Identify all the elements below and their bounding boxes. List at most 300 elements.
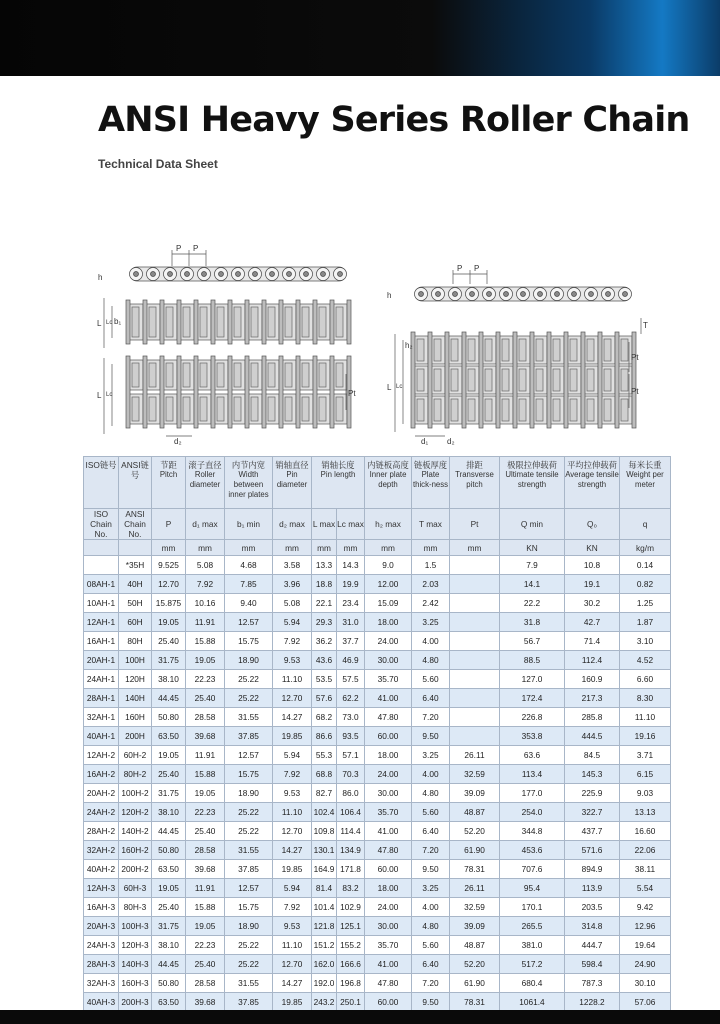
table-body <box>84 556 671 1012</box>
table-cell: 160H-3 <box>119 974 152 993</box>
table-cell: *35H <box>119 556 152 575</box>
top-banner <box>0 0 720 76</box>
table-cell: 30.10 <box>620 974 671 993</box>
table-cell: 9.50 <box>412 727 450 746</box>
table-cell: 50H <box>119 594 152 613</box>
table-cell: 47.80 <box>365 974 412 993</box>
table-cell: 53.5 <box>312 670 337 689</box>
table-cell: 0.82 <box>620 575 671 594</box>
table-cell: 113.9 <box>565 879 620 898</box>
table-cell: 170.1 <box>500 898 565 917</box>
table-cell: 63.50 <box>152 727 186 746</box>
table-cell <box>450 556 500 575</box>
table-cell: 9.53 <box>273 917 312 936</box>
table-cell: 120H <box>119 670 152 689</box>
sym-q0: Q₀ <box>565 509 620 540</box>
label-pt: Pt <box>348 389 356 398</box>
table-cell: 31.55 <box>225 974 273 993</box>
label-p: P <box>193 244 199 253</box>
table-cell: 24.90 <box>620 955 671 974</box>
table-row <box>84 955 671 974</box>
table-cell: 48.87 <box>450 936 500 955</box>
table-cell: 24.00 <box>365 765 412 784</box>
table-cell: 14.27 <box>273 974 312 993</box>
table-row <box>84 822 671 841</box>
table-cell <box>450 632 500 651</box>
table-cell: 226.8 <box>500 708 565 727</box>
table-row <box>84 632 671 651</box>
table-cell: 10.8 <box>565 556 620 575</box>
table-cell: 86.6 <box>312 727 337 746</box>
table-cell: 160.9 <box>565 670 620 689</box>
table-cell: 29.3 <box>312 613 337 632</box>
table-cell: 4.00 <box>412 898 450 917</box>
table-cell: 160H-2 <box>119 841 152 860</box>
table-cell: 11.91 <box>186 613 225 632</box>
table-cell: 39.09 <box>450 917 500 936</box>
table-cell: 31.8 <box>500 613 565 632</box>
table-cell: 60H <box>119 613 152 632</box>
table-row <box>84 556 671 575</box>
table-row <box>84 746 671 765</box>
table-cell: 28AH-1 <box>84 689 119 708</box>
col-ultimate-strength: 极限拉伸载荷 Ultimate tensile strength <box>500 457 565 509</box>
table-cell <box>450 575 500 594</box>
table-cell: 444.7 <box>565 936 620 955</box>
label-l: L <box>97 319 102 328</box>
table-cell: 44.45 <box>152 955 186 974</box>
table-cell: 4.00 <box>412 765 450 784</box>
table-cell: 453.6 <box>500 841 565 860</box>
table-cell <box>450 651 500 670</box>
table-cell: 11.10 <box>620 708 671 727</box>
table-cell: 10.16 <box>186 594 225 613</box>
table-cell: 20AH-3 <box>84 917 119 936</box>
table-cell: 11.10 <box>273 803 312 822</box>
table-cell: 598.4 <box>565 955 620 974</box>
table-cell: 787.3 <box>565 974 620 993</box>
table-cell: 4.68 <box>225 556 273 575</box>
unit-cell: mm <box>365 540 412 556</box>
table-cell: 19.05 <box>152 879 186 898</box>
label-pt: Pt <box>631 387 639 396</box>
table-cell: 39.09 <box>450 784 500 803</box>
table-row <box>84 860 671 879</box>
table-cell: 57.1 <box>337 746 365 765</box>
table-cell: 151.2 <box>312 936 337 955</box>
table-cell: 31.0 <box>337 613 365 632</box>
table-cell: 25.40 <box>186 955 225 974</box>
table-cell: 254.0 <box>500 803 565 822</box>
table-cell: 12.96 <box>620 917 671 936</box>
table-cell: 19.05 <box>152 746 186 765</box>
table-cell: 32AH-1 <box>84 708 119 727</box>
sym-pt: Pt <box>450 509 500 540</box>
table-row <box>84 784 671 803</box>
table-cell: 4.80 <box>412 651 450 670</box>
table-cell: 40AH-1 <box>84 727 119 746</box>
table-cell: 28.58 <box>186 974 225 993</box>
table-cell: 78.31 <box>450 860 500 879</box>
table-cell: 50.80 <box>152 974 186 993</box>
table-cell: 40AH-3 <box>84 993 119 1012</box>
table-cell: 1228.2 <box>565 993 620 1012</box>
table-cell: 120H-3 <box>119 936 152 955</box>
table-cell: 7.92 <box>273 898 312 917</box>
table-cell: 37.7 <box>337 632 365 651</box>
table-cell: 25.40 <box>152 898 186 917</box>
table-cell: 109.8 <box>312 822 337 841</box>
label-p: P <box>176 244 182 253</box>
table-cell: 6.15 <box>620 765 671 784</box>
unit-cell: mm <box>152 540 186 556</box>
table-cell: 25.22 <box>225 689 273 708</box>
label-h2: h₂ <box>405 341 413 350</box>
table-cell: 120H-2 <box>119 803 152 822</box>
table-cell: 68.8 <box>312 765 337 784</box>
table-cell: 63.50 <box>152 993 186 1012</box>
unit-cell: mm <box>337 540 365 556</box>
table-cell: 134.9 <box>337 841 365 860</box>
table-cell: 1061.4 <box>500 993 565 1012</box>
table-row <box>84 670 671 689</box>
table-cell: 18.00 <box>365 613 412 632</box>
table-row <box>84 765 671 784</box>
sym-p: P <box>152 509 186 540</box>
unit-cell: mm <box>312 540 337 556</box>
label-d2: d₂ <box>447 437 455 446</box>
table-cell: 24AH-2 <box>84 803 119 822</box>
table-cell: 60H-3 <box>119 879 152 898</box>
table-cell: 4.52 <box>620 651 671 670</box>
table-cell: 60.00 <box>365 727 412 746</box>
table-cell: 47.80 <box>365 841 412 860</box>
table-cell: 39.68 <box>186 727 225 746</box>
table-cell: 140H-3 <box>119 955 152 974</box>
table-cell: 5.08 <box>186 556 225 575</box>
bottom-banner <box>0 1010 720 1024</box>
header-row-units <box>84 540 671 556</box>
label-l: L <box>387 383 392 392</box>
table-cell: 100H-3 <box>119 917 152 936</box>
table-cell: 121.8 <box>312 917 337 936</box>
table-cell: 112.4 <box>565 651 620 670</box>
table-cell: 40AH-2 <box>84 860 119 879</box>
table-cell: 38.10 <box>152 936 186 955</box>
table-cell: 9.42 <box>620 898 671 917</box>
table-cell: 44.45 <box>152 689 186 708</box>
table-cell: 19.05 <box>186 917 225 936</box>
table-cell: 32AH-2 <box>84 841 119 860</box>
sym-b1: b₁ min <box>225 509 273 540</box>
table-cell: 5.60 <box>412 936 450 955</box>
table-cell: 145.3 <box>565 765 620 784</box>
simplex-duplex-chain-diagram <box>96 238 368 448</box>
table-cell: 63.6 <box>500 746 565 765</box>
table-cell: 47.80 <box>365 708 412 727</box>
table-cell: 5.60 <box>412 803 450 822</box>
table-cell: 7.92 <box>273 765 312 784</box>
table-cell: 166.6 <box>337 955 365 974</box>
table-cell: 314.8 <box>565 917 620 936</box>
table-cell: 106.4 <box>337 803 365 822</box>
table-cell: 19.05 <box>186 784 225 803</box>
table-cell: 7.20 <box>412 708 450 727</box>
table-cell: 19.85 <box>273 860 312 879</box>
table-cell <box>450 670 500 689</box>
table-cell: 86.0 <box>337 784 365 803</box>
table-cell: 11.10 <box>273 936 312 955</box>
table-cell: 80H <box>119 632 152 651</box>
table-cell: 12.57 <box>225 879 273 898</box>
table-cell: 15.88 <box>186 632 225 651</box>
table-cell: 2.03 <box>412 575 450 594</box>
table-cell: 7.92 <box>273 632 312 651</box>
table-cell: 48.87 <box>450 803 500 822</box>
table-cell: 19.05 <box>152 613 186 632</box>
table-cell: 26.11 <box>450 879 500 898</box>
table-cell: 41.00 <box>365 689 412 708</box>
table-cell: 24AH-3 <box>84 936 119 955</box>
table-cell: 60H-2 <box>119 746 152 765</box>
table-cell: 35.70 <box>365 803 412 822</box>
table-cell: 80H-3 <box>119 898 152 917</box>
col-pin-length: 销轴长度 Pin length <box>312 457 365 509</box>
table-cell: 18.00 <box>365 746 412 765</box>
table-cell: 3.25 <box>412 879 450 898</box>
table-cell: 3.10 <box>620 632 671 651</box>
table-cell: 38.10 <box>152 803 186 822</box>
unit-cell <box>84 540 119 556</box>
table-cell: 37.85 <box>225 993 273 1012</box>
chain-top-view-simplex <box>126 300 351 344</box>
table-cell: 38.11 <box>620 860 671 879</box>
col-transverse-pitch: 排距 Transverse pitch <box>450 457 500 509</box>
table-cell: 28AH-2 <box>84 822 119 841</box>
table-cell: 571.6 <box>565 841 620 860</box>
col-ansi: ANSI链号 <box>119 457 152 509</box>
table-cell: 15.75 <box>225 898 273 917</box>
table-cell: 25.22 <box>225 936 273 955</box>
table-cell: 16.60 <box>620 822 671 841</box>
table-cell: 19.64 <box>620 936 671 955</box>
table-cell: 5.94 <box>273 879 312 898</box>
table-cell: 177.0 <box>500 784 565 803</box>
table-cell: 35.70 <box>365 670 412 689</box>
table-cell: 22.23 <box>186 936 225 955</box>
sym-weight: q <box>620 509 671 540</box>
table-cell: 217.3 <box>565 689 620 708</box>
table-cell: 9.53 <box>273 784 312 803</box>
table-cell: 41.00 <box>365 822 412 841</box>
table-cell: 894.9 <box>565 860 620 879</box>
table-cell: 38.10 <box>152 670 186 689</box>
table-cell: 30.00 <box>365 651 412 670</box>
table-cell: 60.00 <box>365 993 412 1012</box>
table-cell: 25.40 <box>152 632 186 651</box>
chain-side-view <box>415 287 632 301</box>
col-plate-thickness: 链板厚度 Plate thick-ness <box>412 457 450 509</box>
table-cell: 7.20 <box>412 974 450 993</box>
table-cell: 114.4 <box>337 822 365 841</box>
table-cell: 444.5 <box>565 727 620 746</box>
table-cell: 23.4 <box>337 594 365 613</box>
table-cell: 55.3 <box>312 746 337 765</box>
table-cell: 12.00 <box>365 575 412 594</box>
table-cell: 30.00 <box>365 784 412 803</box>
table-cell: 13.13 <box>620 803 671 822</box>
table-cell: 250.1 <box>337 993 365 1012</box>
table-cell: 19.05 <box>186 651 225 670</box>
table-row <box>84 651 671 670</box>
table-cell: 22.1 <box>312 594 337 613</box>
table-cell: 3.71 <box>620 746 671 765</box>
col-pin-diameter: 销轴直径 Pin diameter <box>273 457 312 509</box>
page-title: ANSI Heavy Series Roller Chain <box>98 100 690 140</box>
table-cell: 70.3 <box>337 765 365 784</box>
table-row <box>84 689 671 708</box>
sym-d1: d₁ max <box>186 509 225 540</box>
table-cell: 25.22 <box>225 955 273 974</box>
table-cell: 5.94 <box>273 746 312 765</box>
table-cell: 7.20 <box>412 841 450 860</box>
table-cell: 50.80 <box>152 841 186 860</box>
table-cell: 164.9 <box>312 860 337 879</box>
table-cell: 18.90 <box>225 917 273 936</box>
table-cell: 15.88 <box>186 898 225 917</box>
label-h: h <box>98 273 103 282</box>
unit-cell: KN <box>500 540 565 556</box>
table-cell: 12.70 <box>273 822 312 841</box>
table-cell: 12AH-3 <box>84 879 119 898</box>
table-cell: 46.9 <box>337 651 365 670</box>
table-cell: 243.2 <box>312 993 337 1012</box>
table-cell: 9.525 <box>152 556 186 575</box>
table-cell: 20AH-1 <box>84 651 119 670</box>
table-cell: 7.92 <box>186 575 225 594</box>
table-cell: 11.91 <box>186 879 225 898</box>
table-cell: 4.80 <box>412 917 450 936</box>
table-cell: 3.96 <box>273 575 312 594</box>
table-row <box>84 993 671 1012</box>
table-cell <box>84 556 119 575</box>
table-cell: 16AH-3 <box>84 898 119 917</box>
table-cell <box>450 689 500 708</box>
table-cell: 39.68 <box>186 860 225 879</box>
table-cell: 7.9 <box>500 556 565 575</box>
table-cell: 172.4 <box>500 689 565 708</box>
table-cell: 82.7 <box>312 784 337 803</box>
table-row <box>84 898 671 917</box>
table-cell: 171.8 <box>337 860 365 879</box>
table-cell: 4.00 <box>412 632 450 651</box>
table-cell: 5.60 <box>412 670 450 689</box>
table-cell: 3.25 <box>412 746 450 765</box>
table-cell: 63.50 <box>152 860 186 879</box>
table-cell: 61.90 <box>450 974 500 993</box>
table-cell: 11.91 <box>186 746 225 765</box>
sym-lc: Lc max <box>337 509 365 540</box>
table-cell: 15.75 <box>225 765 273 784</box>
table-cell: 12.70 <box>152 575 186 594</box>
table-cell: 78.31 <box>450 993 500 1012</box>
table-cell: 25.22 <box>225 670 273 689</box>
sym-h2: h₂ max <box>365 509 412 540</box>
table-cell: 15.09 <box>365 594 412 613</box>
table-cell: 101.4 <box>312 898 337 917</box>
table-cell: 19.85 <box>273 993 312 1012</box>
table-cell: 1.5 <box>412 556 450 575</box>
table-cell: 52.20 <box>450 822 500 841</box>
table-row <box>84 803 671 822</box>
table-row <box>84 594 671 613</box>
table-cell: 95.4 <box>500 879 565 898</box>
table-cell: 113.4 <box>500 765 565 784</box>
table-cell: 30.00 <box>365 917 412 936</box>
table-cell: 517.2 <box>500 955 565 974</box>
table-cell: 9.50 <box>412 993 450 1012</box>
unit-cell: mm <box>412 540 450 556</box>
table-row <box>84 936 671 955</box>
table-cell: 88.5 <box>500 651 565 670</box>
col-iso: ISO链号 <box>84 457 119 509</box>
table-cell: 14.27 <box>273 708 312 727</box>
table-cell: 5.08 <box>273 594 312 613</box>
table-cell: 8.30 <box>620 689 671 708</box>
table-cell: 18.90 <box>225 651 273 670</box>
table-cell: 22.23 <box>186 670 225 689</box>
table-cell: 20AH-2 <box>84 784 119 803</box>
table-cell: 1.25 <box>620 594 671 613</box>
table-cell: 31.55 <box>225 841 273 860</box>
table-cell: 6.40 <box>412 955 450 974</box>
table-cell: 322.7 <box>565 803 620 822</box>
table-row <box>84 879 671 898</box>
table-cell: 56.7 <box>500 632 565 651</box>
table-cell: 3.25 <box>412 613 450 632</box>
unit-cell: mm <box>186 540 225 556</box>
chain-top-view-duplex <box>126 356 351 428</box>
table-cell: 50.80 <box>152 708 186 727</box>
table-cell: 81.4 <box>312 879 337 898</box>
table-cell: 9.0 <box>365 556 412 575</box>
table-cell: 68.2 <box>312 708 337 727</box>
sym-t: T max <box>412 509 450 540</box>
chain-spec-table <box>83 456 671 1012</box>
table-cell <box>450 727 500 746</box>
table-row <box>84 727 671 746</box>
chain-side-view <box>130 267 347 281</box>
table-cell: 707.6 <box>500 860 565 879</box>
table-cell: 08AH-1 <box>84 575 119 594</box>
table-cell: 71.4 <box>565 632 620 651</box>
table-cell: 24.00 <box>365 898 412 917</box>
table-cell: 31.75 <box>152 917 186 936</box>
table-cell: 200H-3 <box>119 993 152 1012</box>
table-cell: 437.7 <box>565 822 620 841</box>
table-cell: 32.59 <box>450 898 500 917</box>
table-row <box>84 974 671 993</box>
table-cell: 57.5 <box>337 670 365 689</box>
table-row <box>84 708 671 727</box>
table-cell: 14.27 <box>273 841 312 860</box>
table-cell: 265.5 <box>500 917 565 936</box>
table-cell: 5.54 <box>620 879 671 898</box>
sym-q: Q min <box>500 509 565 540</box>
table-cell: 1.87 <box>620 613 671 632</box>
table-cell: 26.11 <box>450 746 500 765</box>
table-cell: 4.80 <box>412 784 450 803</box>
